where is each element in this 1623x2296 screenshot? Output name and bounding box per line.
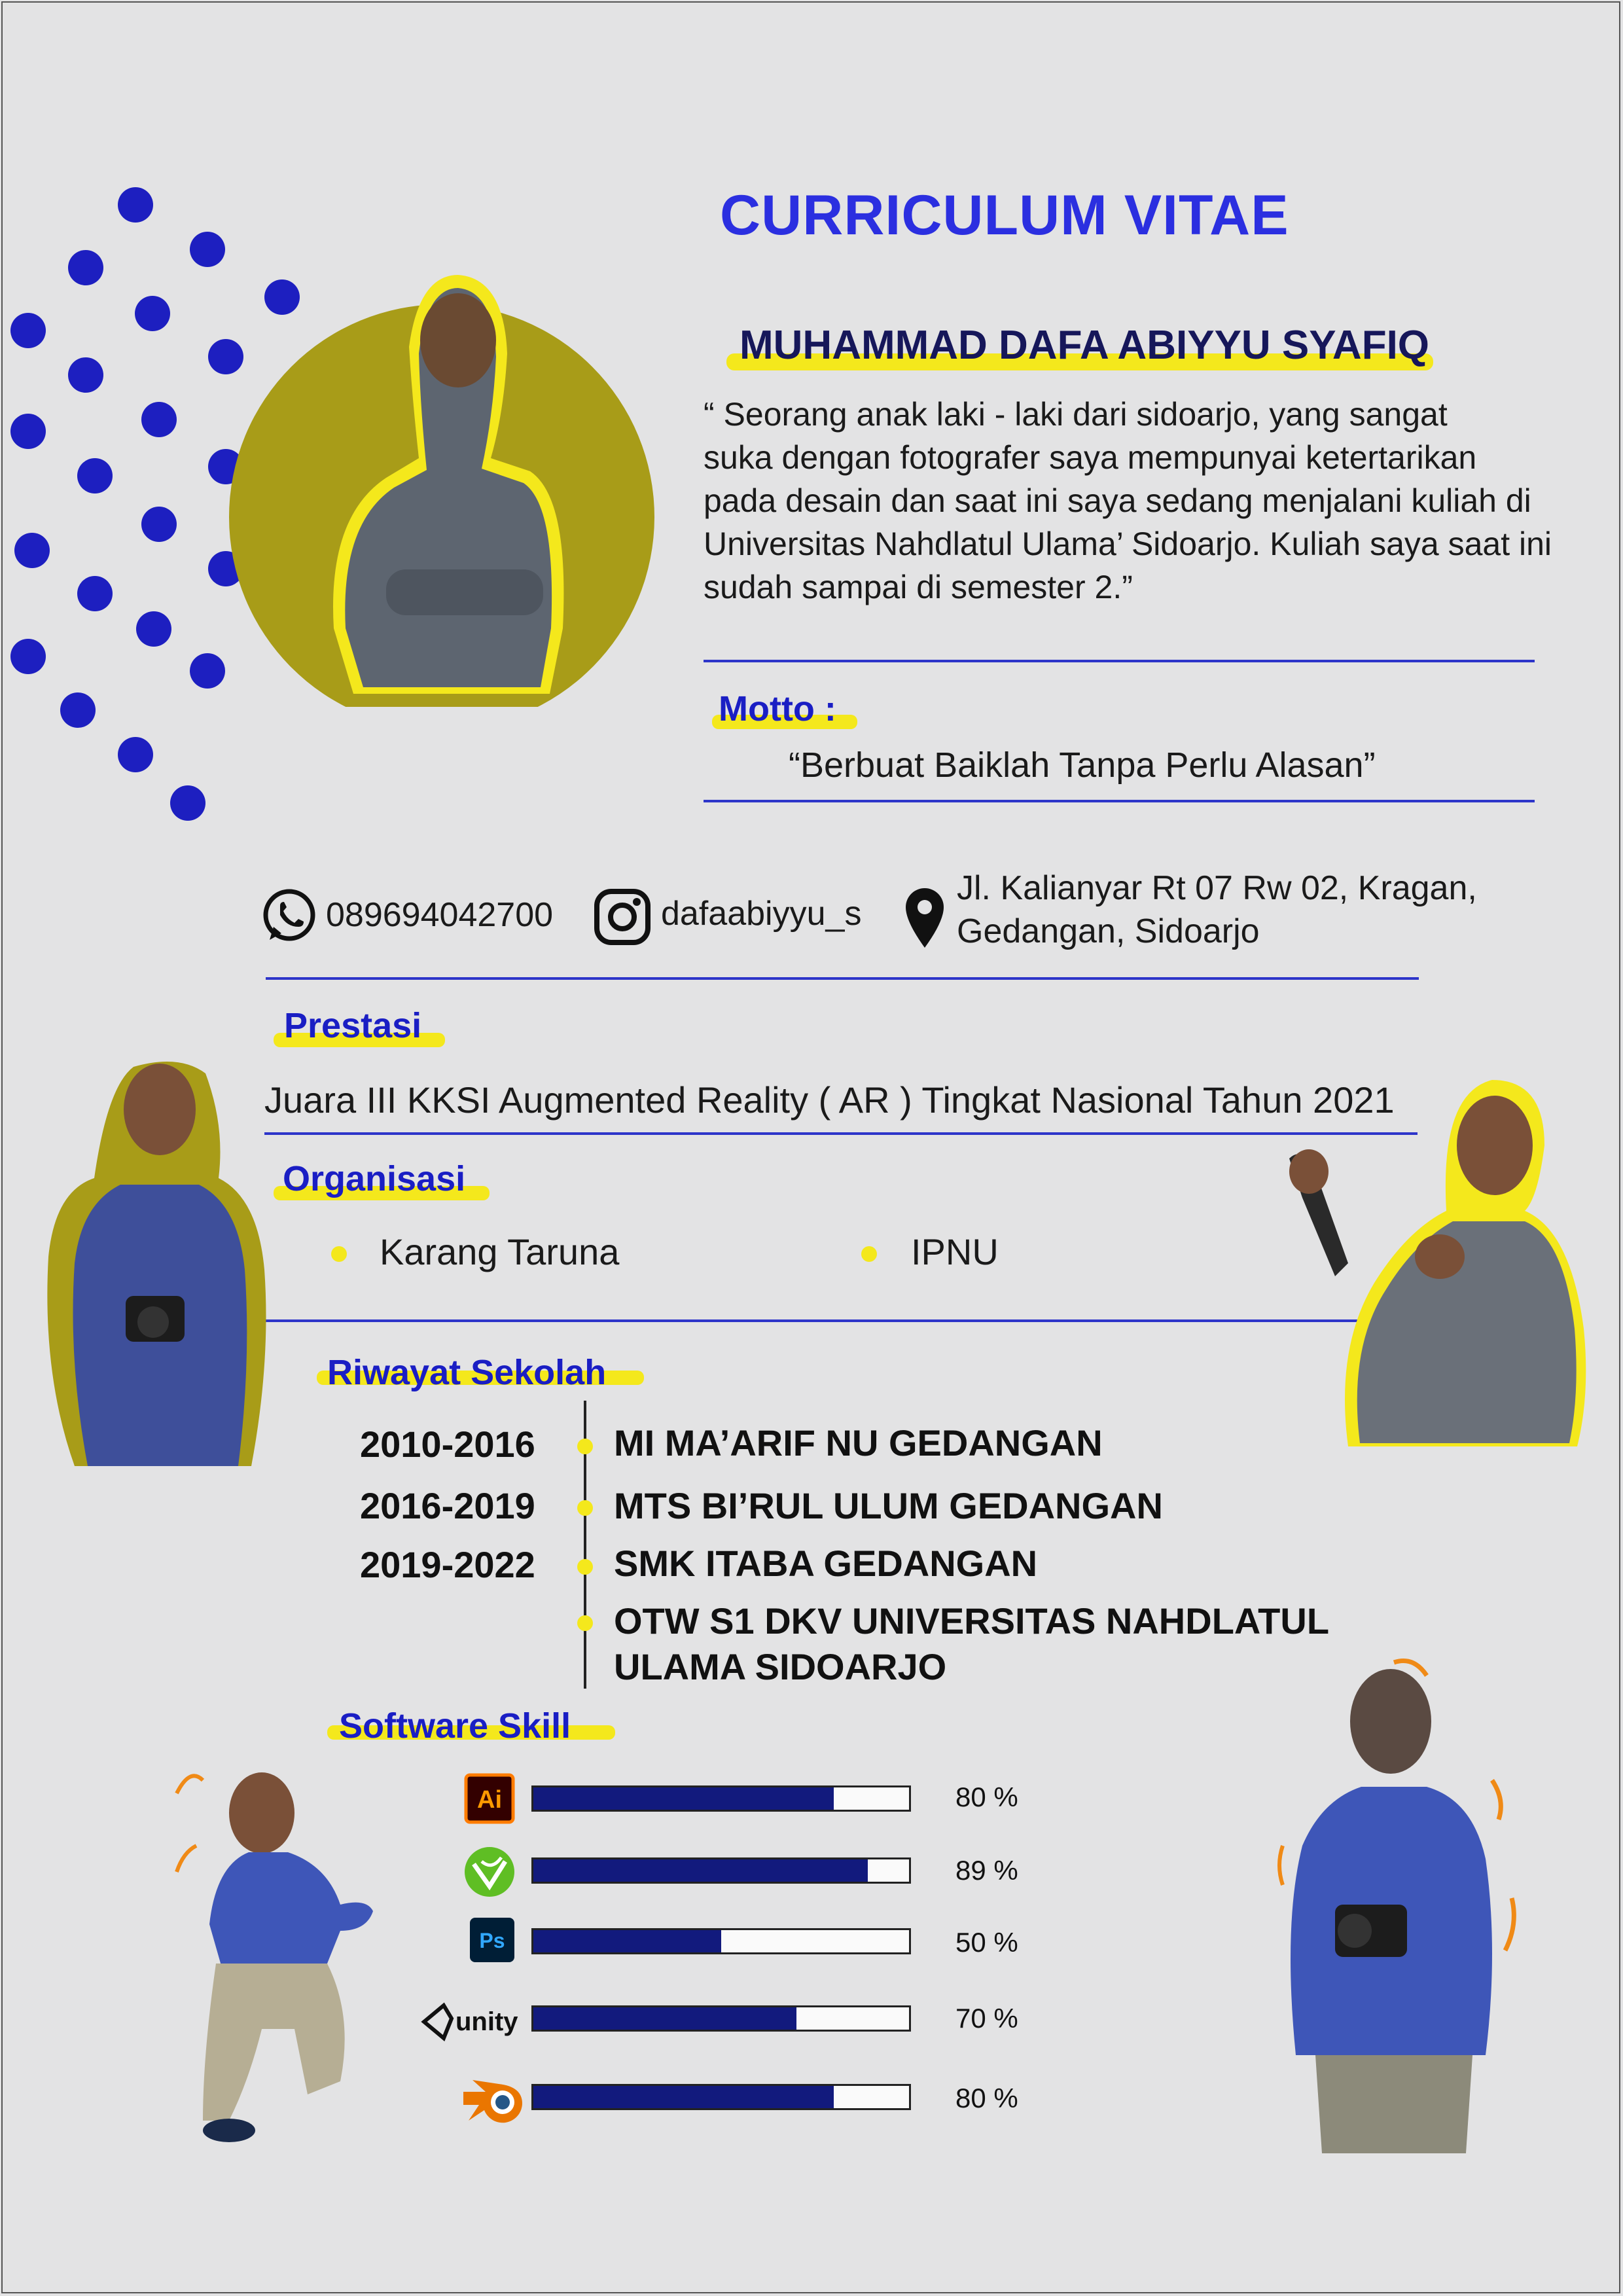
- skill-bar-fill: [533, 1787, 834, 1810]
- organisasi-item: Karang Taruna: [380, 1231, 620, 1272]
- skill-bar: [531, 1857, 911, 1884]
- person-photo-camera: [35, 1047, 271, 1473]
- software-label: Software Skill: [339, 1706, 571, 1746]
- blender-icon: [459, 2072, 529, 2125]
- svg-text:Ps: Ps: [479, 1929, 505, 1952]
- school-name: [614, 1598, 1329, 1690]
- school-name-line: OTW S1 DKV UNIVERSITAS NAHDLATUL: [614, 1600, 1330, 1641]
- organisasi-item: IPNU: [911, 1231, 999, 1272]
- school-name: MTS BI’RUL ULUM GEDANGAN: [614, 1485, 1163, 1526]
- svg-text:Ai: Ai: [477, 1786, 502, 1814]
- motto-label: Motto :: [719, 689, 836, 728]
- school-years: 2019-2022: [360, 1544, 535, 1585]
- divider: [266, 977, 1419, 980]
- bio-line: Universitas Nahdlatul Ulama’ Sidoarjo. Kuliah saya saat ini: [704, 526, 1552, 562]
- address-line: Gedangan, Sidoarjo: [957, 912, 1260, 950]
- skill-percent: 80 %: [955, 2083, 1018, 2113]
- person-photo-kneeling: [157, 1754, 406, 2147]
- photoshop-icon: [469, 1916, 516, 1964]
- school-name: SMK ITABA GEDANGAN: [614, 1543, 1038, 1584]
- timeline-bullet: [577, 1500, 593, 1516]
- bio-line: pada desain dan saat ini saya sedang menjalani kuliah di: [704, 482, 1531, 519]
- bio-line: sudah sampai di semester 2.”: [704, 569, 1133, 605]
- skill-percent: 50 %: [955, 1927, 1018, 1958]
- skill-percent: 80 %: [955, 1782, 1018, 1812]
- skill-bar: [531, 1928, 911, 1954]
- timeline-bullet: [577, 1559, 593, 1575]
- instagram-icon: [593, 888, 652, 946]
- svg-text:unity: unity: [455, 2007, 518, 2036]
- phone-number: 089694042700: [326, 896, 554, 934]
- divider: [264, 1319, 1418, 1322]
- skill-bar-fill: [533, 2007, 796, 2030]
- person-name: MUHAMMAD DAFA ABIYYU SYAFIQ: [740, 323, 1430, 368]
- divider: [704, 660, 1535, 662]
- bio-line: suka dengan fotografer saya mempunyai ketertarikan: [704, 439, 1477, 476]
- skill-bar-fill: [533, 1930, 721, 1952]
- skill-percent: 89 %: [955, 1855, 1018, 1886]
- address: [957, 867, 1477, 953]
- divider: [704, 800, 1535, 802]
- school-years: 2016-2019: [360, 1485, 535, 1526]
- school-name-line: ULAMA SIDOARJO: [614, 1646, 947, 1687]
- page-title: CURRICULUM VITAE: [720, 184, 1289, 247]
- timeline-bullet: [577, 1439, 593, 1454]
- profile-photo: [223, 262, 668, 707]
- illustrator-icon: [463, 1772, 516, 1825]
- whatsapp-icon: [260, 888, 318, 945]
- divider: [264, 1132, 1418, 1135]
- person-photo-camera-looking-down: [1257, 1649, 1531, 2160]
- school-years: 2010-2016: [360, 1424, 535, 1465]
- bio-line: “ Seorang anak laki - laki dari sidoarjo, yang sangat: [704, 396, 1448, 433]
- bio-paragraph: [704, 393, 1580, 609]
- skill-bar-fill: [533, 2086, 834, 2108]
- instagram-handle: dafaabiyyu_s: [661, 895, 862, 933]
- bullet: [861, 1246, 877, 1262]
- timeline-bullet: [577, 1615, 593, 1631]
- motto-text: “Berbuat Baiklah Tanpa Perlu Alasan”: [789, 745, 1376, 785]
- organisasi-label: Organisasi: [283, 1159, 466, 1198]
- prestasi-label: Prestasi: [284, 1006, 422, 1045]
- unity-icon: [419, 1999, 530, 2045]
- skill-bar: [531, 2005, 911, 2032]
- person-photo-pointing: [1276, 1067, 1590, 1453]
- skill-bar: [531, 1785, 911, 1812]
- skill-bar: [531, 2084, 911, 2110]
- school-name: MI MA’ARIF NU GEDANGAN: [614, 1422, 1103, 1463]
- skill-percent: 70 %: [955, 2003, 1018, 2034]
- location-pin-icon: [902, 885, 948, 950]
- skill-bar-fill: [533, 1859, 868, 1882]
- prestasi-text: Juara III KKSI Augmented Reality ( AR ) Tingkat Nasional Tahun 2021: [264, 1079, 1395, 1121]
- riwayat-label: Riwayat Sekolah: [327, 1353, 607, 1392]
- vectornator-icon: [462, 1844, 517, 1899]
- address-line: Jl. Kalianyar Rt 07 Rw 02, Kragan,: [957, 869, 1477, 907]
- bullet: [331, 1246, 347, 1262]
